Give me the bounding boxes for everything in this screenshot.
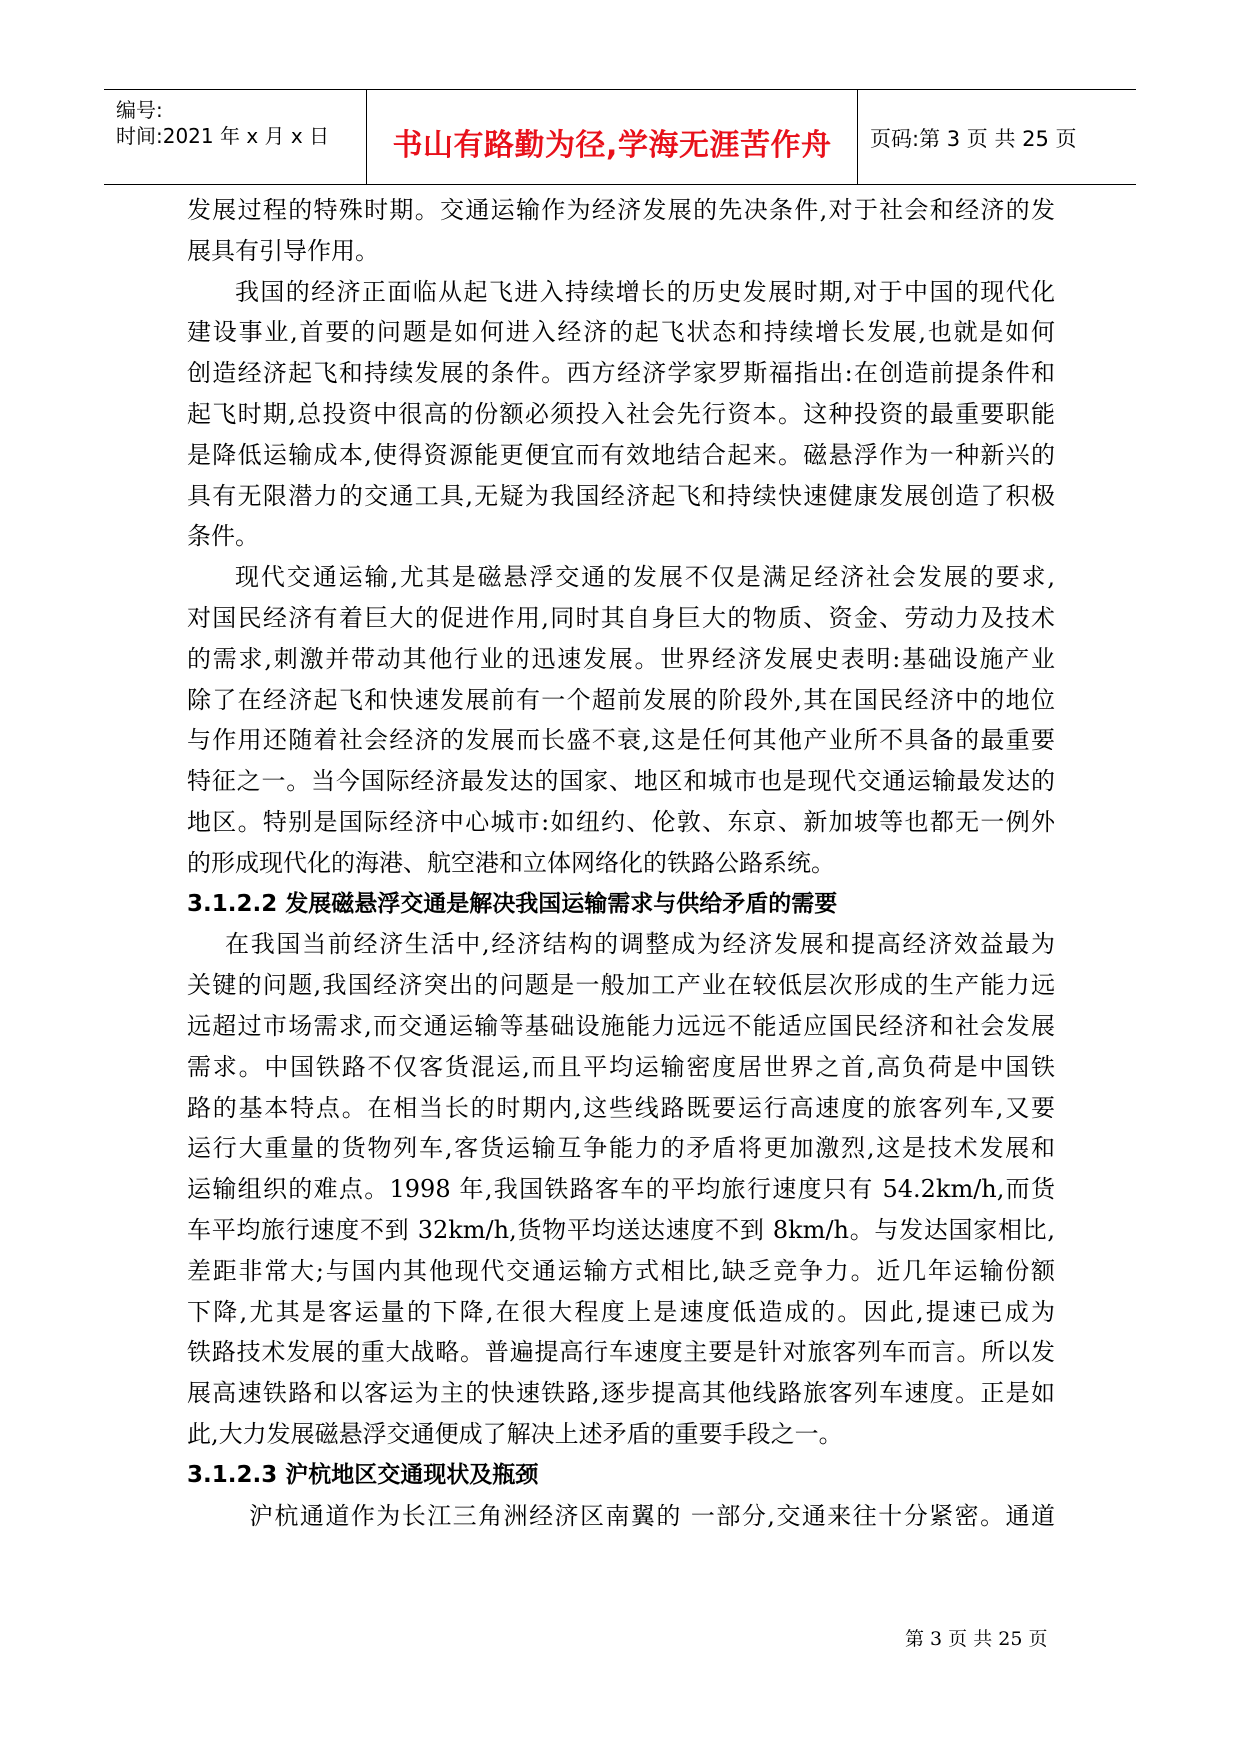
body-line: 铁路技术发展的重大战略。普遍提高行车速度主要是针对旅客列车而言。所以发 [187,1338,1055,1367]
section-heading: 3.1.2.2 发展磁悬浮交通是解决我国运输需求与供给矛盾的需要 [187,890,838,917]
body-line: 沪杭通道作为长江三角洲经济区南翼的 一部分,交通来往十分紧密。通道 [249,1501,1055,1530]
document-number-label: 编号: [116,98,163,122]
body-line: 运行大重量的货物列车,客货运输互争能力的矛盾将更加激烈,这是技术发展和 [187,1134,1055,1163]
body-line: 建设事业,首要的问题是如何进入经济的起飞状态和持续增长发展,也就是如何 [187,318,1055,347]
body-line: 对国民经济有着巨大的促进作用,同时其自身巨大的物质、资金、劳动力及技术 [187,603,1055,632]
body-line: 需求。中国铁路不仅客货混运,而且平均运输密度居世界之首,高负荷是中国铁 [187,1052,1055,1081]
body-line: 特征之一。当今国际经济最发达的国家、地区和城市也是现代交通运输最发达的 [187,767,1055,796]
body-line: 具有无限潜力的交通工具,无疑为我国经济起飞和持续快速健康发展创造了积极 [187,481,1055,510]
body-line: 现代交通运输,尤其是磁悬浮交通的发展不仅是满足经济社会发展的要求, [235,563,1055,592]
header-meta-cell [104,90,367,184]
body-line: 创造经济起飞和持续发展的条件。西方经济学家罗斯福指出:在创造前提条件和 [187,359,1055,388]
body-line: 地区。特别是国际经济中心城市:如纽约、伦敦、东京、新加坡等也都无一例外 [187,807,1055,836]
body-line: 条件。 [187,522,259,551]
page-header [104,89,1136,185]
body-line: 关键的问题,我国经济突出的问题是一般加工产业在较低层次形成的生产能力远 [187,971,1055,1000]
body-line: 是降低运输成本,使得资源能更便宜而有效地结合起来。磁悬浮作为一种新兴的 [187,440,1055,469]
body-line: 车平均旅行速度不到 32km/h,货物平均送达速度不到 8km/h。与发达国家相比, [187,1215,1055,1244]
body-line: 起飞时期,总投资中很高的份额必须投入社会先行资本。这种投资的最重要职能 [187,399,1055,428]
body-line: 的形成现代化的海港、航空港和立体网络化的铁路公路系统。 [187,848,835,877]
document-time-label: 时间:2021 年 x 月 x 日 [116,124,330,148]
body-line: 远超过市场需求,而交通运输等基础设施能力远远不能适应国民经济和社会发展 [187,1011,1055,1040]
body-line: 展高速铁路和以客运为主的快速铁路,逐步提高其他线路旅客列车速度。正是如 [187,1379,1055,1408]
body-line: 差距非常大;与国内其他现代交通运输方式相比,缺乏竞争力。近几年运输份额 [187,1256,1055,1285]
body-line: 发展过程的特殊时期。交通运输作为经济发展的先决条件,对于社会和经济的发 [187,196,1055,224]
body-line: 下降,尤其是客运量的下降,在很大程度上是速度低造成的。因此,提速已成为 [187,1297,1055,1326]
body-line: 路的基本特点。在相当长的时期内,这些线路既要运行高速度的旅客列车,又要 [187,1093,1055,1122]
section-heading: 3.1.2.3 沪杭地区交通现状及瓶颈 [187,1461,539,1488]
body-line: 我国的经济正面临从起飞进入持续增长的历史发展时期,对于中国的现代化 [235,277,1055,306]
header-motto-cell [367,90,858,184]
document-body [187,190,1055,1536]
body-line: 的需求,刺激并带动其他行业的迅速发展。世界经济发展史表明:基础设施产业 [187,644,1055,673]
header-page-number: 页码:第 3 页 共 25 页 [870,127,1077,151]
header-page-cell [858,90,1136,184]
body-line: 运输组织的难点。1998 年,我国铁路客车的平均旅行速度只有 54.2km/h,而货 [187,1175,1055,1204]
body-line: 与作用还随着社会经济的发展而长盛不衰,这是任何其他产业所不具备的最重要 [187,726,1055,755]
body-line: 除了在经济起飞和快速发展前有一个超前发展的阶段外,其在国民经济中的地位 [187,685,1055,714]
body-line: 此,大力发展磁悬浮交通便成了解决上述矛盾的重要手段之一。 [187,1419,843,1448]
page-footer-number: 第 3 页 共 25 页 [905,1628,1048,1650]
header-motto: 书山有路勤为径,学海无涯苦作舟 [392,128,832,163]
body-line: 在我国当前经济生活中,经济结构的调整成为经济发展和提高经济效益最为 [225,930,1055,959]
body-line: 展具有引导作用。 [187,236,379,265]
